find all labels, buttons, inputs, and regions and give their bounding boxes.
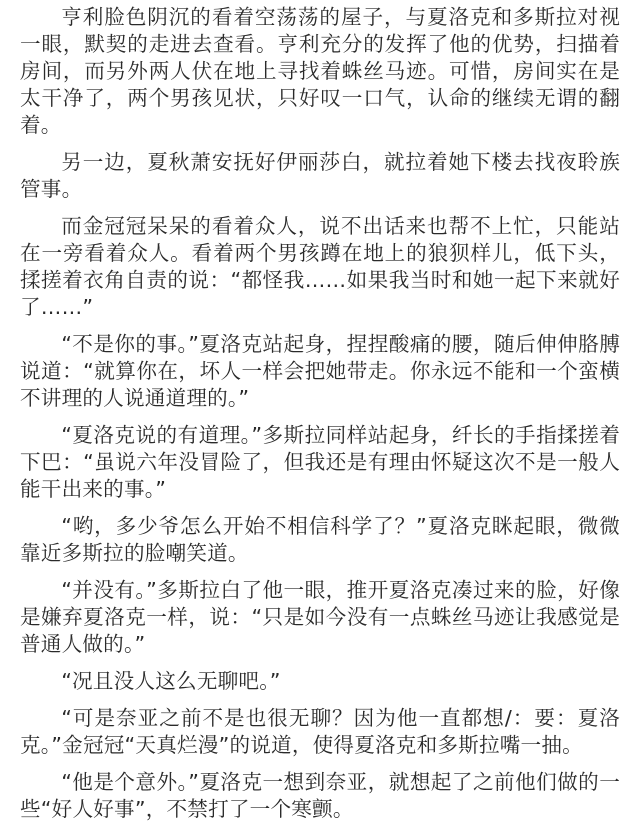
- paragraph: “况且没人这么无聊吧。”: [61, 669, 281, 693]
- paragraph: “哟，多少爷怎么开始不相信科学了？”夏洛克眯起眼，微微靠近多斯拉的脸嘲笑道。: [20, 514, 620, 565]
- paragraph: 而金冠冠呆呆的看着众人，说不出话来也帮不上忙，只能站在一旁看着众人。看着两个男孩蹲在地上的狼狈样儿，低下头，揉搓着衣角自责的说：“都怪我……如果我当时和她一起下来就好了……”: [20, 214, 620, 319]
- paragraph: “夏洛克说的有道理。”多斯拉同样站起身，纤长的手指揉搓着下巴：“虽说六年没冒险了，但我还是有理由怀疑这次不是一般人能干出来的事。”: [20, 423, 620, 501]
- paragraph: 亨利脸色阴沉的看着空荡荡的屋子，与夏洛克和多斯拉对视一眼，默契的走进去查看。亨利充分的发挥了他的优势，扫描着房间，而另外两人伏在地上寻找着蛛丝马迹。可惜，房间实在是太干净了，两个男孩见状，只好叹一口气，认命的继续无谓的翻着。: [20, 5, 620, 137]
- paragraph: “并没有。”多斯拉白了他一眼，推开夏洛克凑过来的脸，好像是嫌弃夏洛克一样，说：“只是如今没有一点蛛丝马迹让我感觉是普通人做的。”: [20, 578, 620, 656]
- paragraph: “不是你的事。”夏洛克站起身，捏捏酸痛的腰，随后伸伸胳膊说道：“就算你在，坏人一样会把她带走。你永远不能和一个蛮横不讲理的人说通道理的。”: [20, 332, 620, 410]
- paragraph: “他是个意外。”夏洛克一想到奈亚，就想起了之前他们做的一些“好人好事”，不禁打了一个寒颤。: [20, 770, 620, 821]
- paragraph: 另一边，夏秋萧安抚好伊丽莎白，就拉着她下楼去找夜聆族管事。: [20, 150, 620, 201]
- paragraph: “可是奈亚之前不是也很无聊？因为他一直都想/：要：夏洛克。”金冠冠“天真烂漫”的说道，使得夏洛克和多斯拉嘴一抽。: [20, 706, 620, 757]
